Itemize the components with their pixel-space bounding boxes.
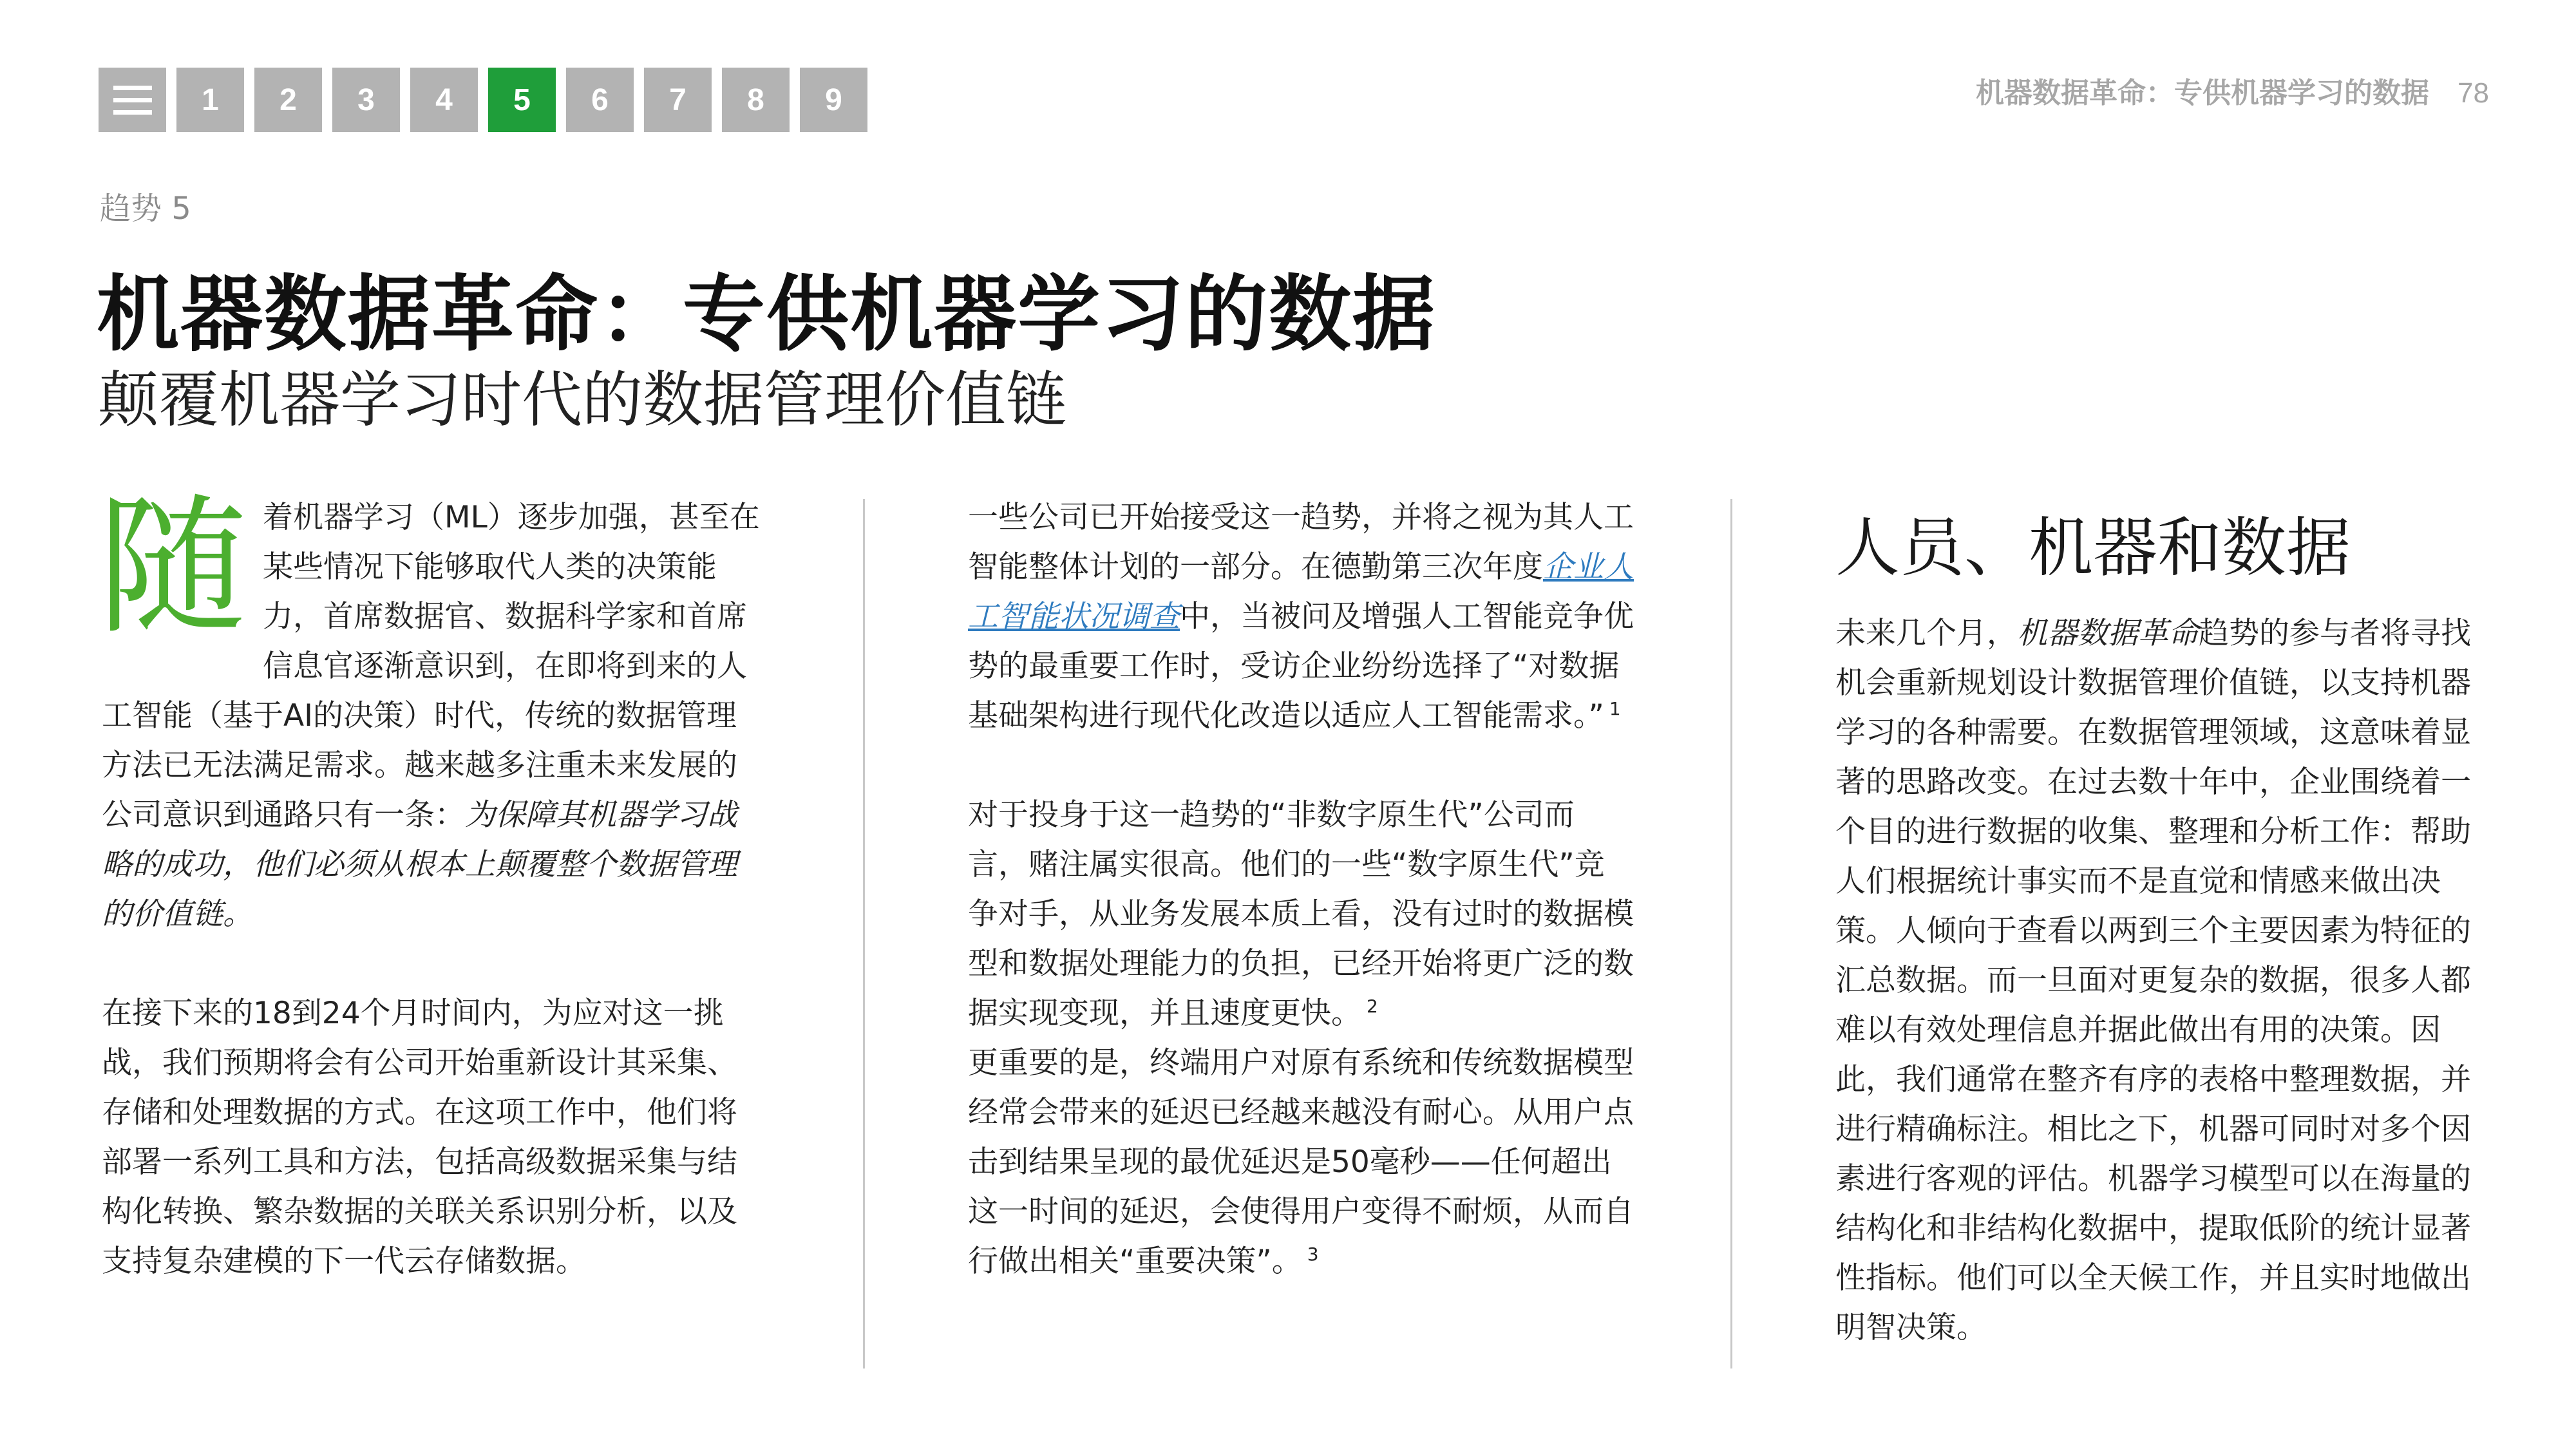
nav-button-4[interactable]: 4 bbox=[410, 68, 478, 132]
col1-paragraph-2: 在接下来的18到24个月时间内，为应对这一挑战，我们预期将会有公司开始重新设计其采集、存储和处理数据的方式。在这项工作中，他们将部署一系列工具和方法，包括高级数据采集与结构化转换、繁杂数据的关联关系识别分析，以及支持复杂建模的下一代云存储数据。 bbox=[102, 996, 737, 1279]
column-divider-2 bbox=[1730, 499, 1732, 1368]
col1-paragraph-1 bbox=[98, 480, 762, 939]
nav-button-6[interactable]: 6 bbox=[566, 68, 634, 132]
hamburger-menu-icon bbox=[113, 86, 152, 115]
section-heading: 人员、机器和数据 bbox=[1835, 510, 2351, 585]
trend-kicker: 趋势 5 bbox=[100, 191, 191, 227]
col3-p1-text-b: 趋势的参与者将寻找机会重新规划设计数据管理价值链，以支持机器学习的各种需要。在数据管理领域，这意味着显著的思路改变。在过去数十年中，企业围绕着一个目的进行数据的收集、整理和分析工作：帮助人们根据统计事实而不是直觉和情感来做出决策。人倾向于查看以两到三个主要因素为特征的汇总数据。而一旦面对更复杂的数据，很多人都难以有效处理信息并据此做出有用的决策。因此，我们通常在整齐有序的表格中整理数据，并进行精确标注。相比之下，机器可同时对多个因素进行客观的评估。机器学习模型可以在海量的结构化和非结构化数据中，提取低阶的统计显著性指标。他们可以全天候工作，并且实时地做出明智决策。 bbox=[1835, 616, 2471, 1345]
running-title: 机器数据革命：专供机器学习的数据 bbox=[1976, 77, 2430, 109]
drop-cap: 随 bbox=[98, 480, 248, 654]
column-2 bbox=[968, 493, 1634, 1286]
column-1 bbox=[98, 480, 762, 1286]
nav-button-9[interactable]: 9 bbox=[800, 68, 867, 132]
col1-p1-text: 着机器学习（ML）逐步加强，甚至在某些情况下能够取代人类的决策能力，首席数据官、数据科学家和首席信息官逐渐意识到，在即将到来的人工智能（基于AI的决策）时代，传统的数据管理方法已无法满足需求。越来越多注重未来发展的公司意识到通路只有一条： bbox=[102, 500, 760, 833]
page-title: 机器数据革命：专供机器学习的数据 bbox=[97, 267, 1437, 363]
nav-button-5-active[interactable]: 5 bbox=[488, 68, 556, 132]
footnote-ref-1[interactable]: 1 bbox=[1609, 698, 1621, 720]
column-divider-1 bbox=[863, 499, 865, 1368]
nav-button-3[interactable]: 3 bbox=[332, 68, 400, 132]
column-3 bbox=[1835, 609, 2499, 1352]
col3-paragraph-1 bbox=[1835, 609, 2499, 1352]
col2-p2-text-a: 对于投身于这一趋势的“非数字原生代”公司而言，赌注属实很高。他们的一些“数字原生代”竞争对手，从业务发展本质上看，没有过时的数据模型和数据处理能力的负担，已经开始将更广泛的数据实现变现，并且速度更快。 bbox=[968, 797, 1634, 1031]
chapter-nav bbox=[99, 68, 867, 132]
col3-p1-italic: 机器数据革命 bbox=[2017, 616, 2199, 651]
nav-button-7[interactable]: 7 bbox=[644, 68, 712, 132]
nav-button-2[interactable]: 2 bbox=[254, 68, 322, 132]
survey-link[interactable]: 企业人工智能状况调查 bbox=[968, 549, 1634, 634]
col2-p2-text-b: 更重要的是，终端用户对原有系统和传统数据模型经常会带来的延迟已经越来越没有耐心。从用户点击到结果呈现的最优延迟是50毫秒——任何超出这一时间的延迟，会使得用户变得不耐烦，从而自行做出相关“重要决策”。 bbox=[968, 1045, 1634, 1279]
nav-button-1[interactable]: 1 bbox=[176, 68, 244, 132]
col3-p1-text-a: 未来几个月， bbox=[1835, 616, 2017, 651]
col2-p1-text-b: 中，当被问及增强人工智能竞争优势的最重要工作时，受访企业纷纷选择了“对数据基础架构进行现代化改造以适应人工智能需求。” bbox=[968, 599, 1634, 734]
col2-p1-text-a: 一些公司已开始接受这一趋势，并将之视为其人工智能整体计划的一部分。在德勤第三次年度 bbox=[968, 500, 1634, 585]
menu-button[interactable] bbox=[99, 68, 166, 132]
footnote-ref-3[interactable]: 3 bbox=[1307, 1244, 1319, 1265]
col2-paragraph-2 bbox=[968, 790, 1634, 1286]
running-header bbox=[1976, 70, 2489, 111]
col1-p1-italic: 为保障其机器学习战略的成功，他们必须从根本上颠覆整个数据管理的价值链。 bbox=[102, 797, 737, 932]
nav-button-8[interactable]: 8 bbox=[722, 68, 790, 132]
col2-paragraph-1 bbox=[968, 493, 1634, 741]
page-number: 78 bbox=[2458, 77, 2489, 109]
footnote-ref-2[interactable]: 2 bbox=[1367, 996, 1378, 1018]
page-subtitle: 颠覆机器学习时代的数据管理价值链 bbox=[98, 365, 1067, 435]
